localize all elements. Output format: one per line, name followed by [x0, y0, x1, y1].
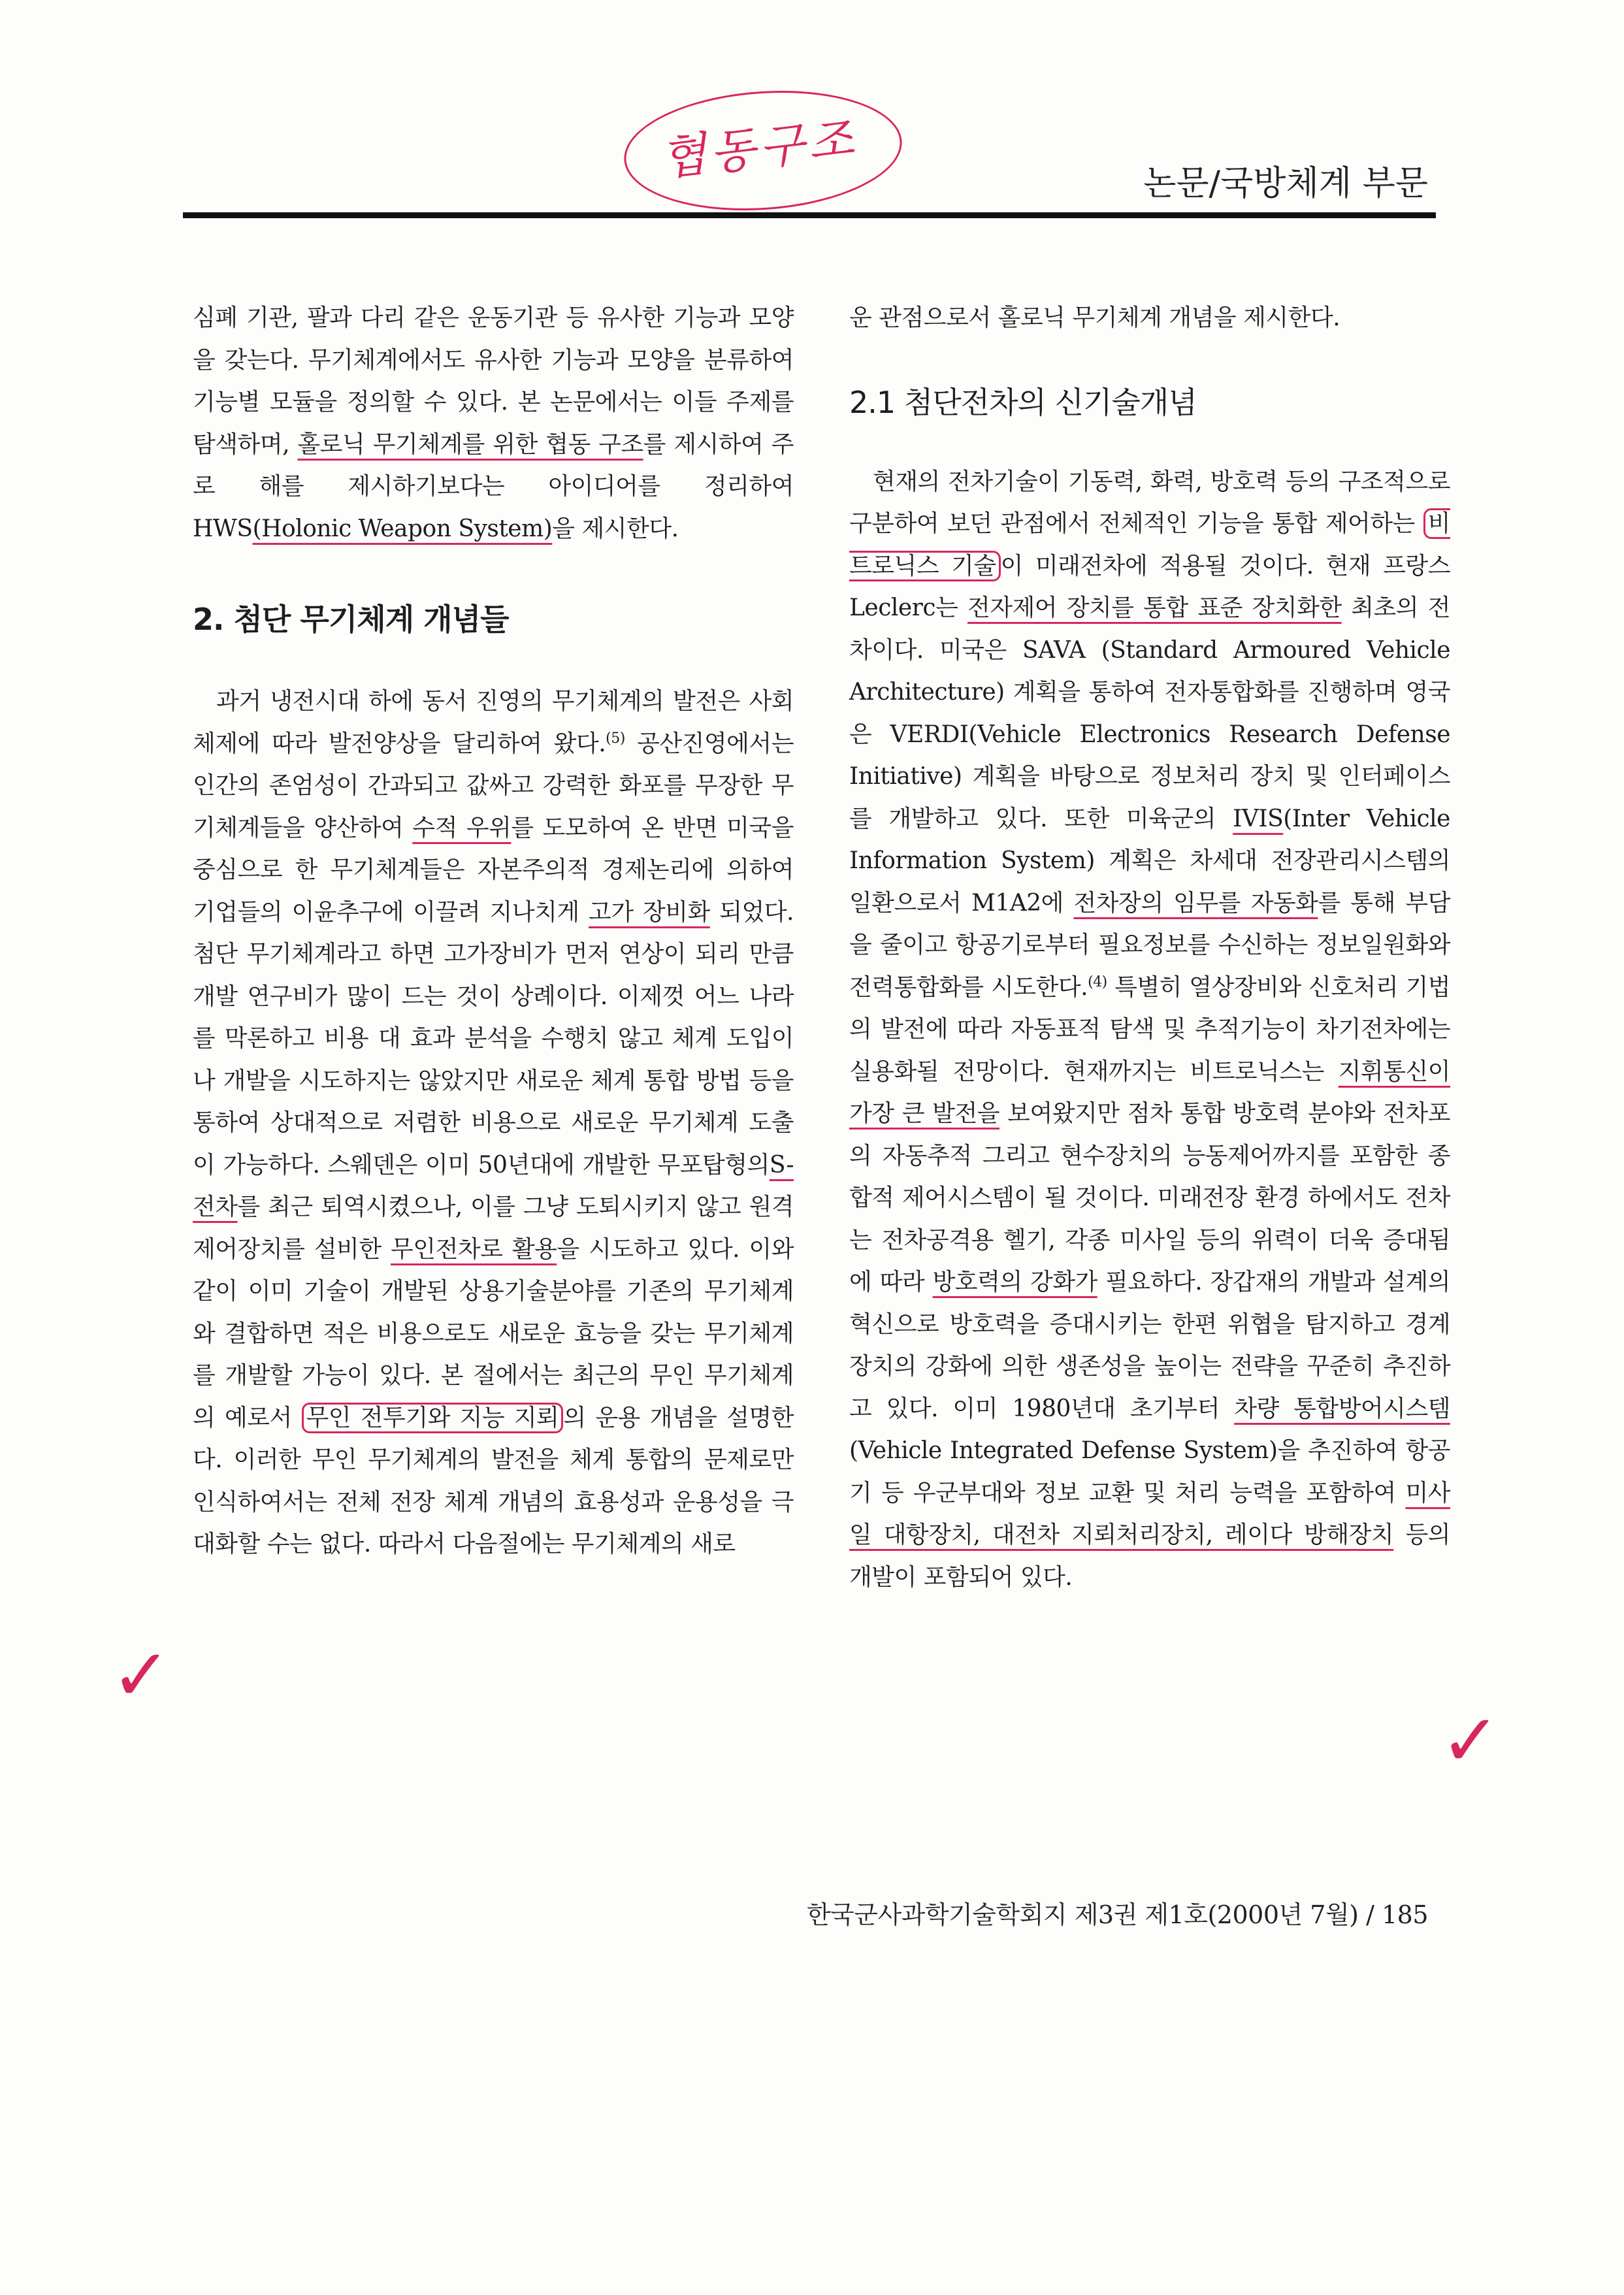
header-rule: [183, 212, 1436, 218]
highlight: 전차장의 임무를 자동화: [1073, 889, 1318, 917]
right-column: [849, 297, 1450, 1599]
paragraph-continued: 운 관점으로서 홀로닉 무기체계 개념을 제시한다.: [849, 304, 1340, 331]
paragraph-intro: 심폐 기관, 팔과 다리 같은 운동기관 등 유사한 기능과 모양을 갖는다. 무기체계에서도 유사한 기능과 모양을 분류하여 기능별 모듈을 정의할 수 있다. 본 논문에서는 이들 주제를 탐색하며, 홀로닉 무기체계를 위한 협동 구조를 제시하여 주로 해를 제시하기보다는 아이디어를 정리하여 HWS(Holonic Weapon System)을 제시한다.: [193, 304, 794, 542]
checkmark-icon: ✓: [111, 1633, 172, 1717]
highlight: 고가 장비화: [589, 898, 710, 926]
section-heading: 2. 첨단 무기체계 개념들: [193, 602, 509, 637]
highlight: 홀로닉 무기체계를 위한 협동 구조: [297, 431, 643, 458]
handwritten-annotation: 협동구조: [658, 110, 860, 186]
highlight: 수적 우위: [412, 814, 512, 841]
reference: (5): [606, 730, 625, 747]
page-footer: 한국군사과학기술학회지 제3권 제1호(2000년 7월) / 185: [806, 1900, 1428, 1929]
section-label: 논문/국방체계 부문: [1143, 164, 1428, 203]
highlight: 무인전차로 활용: [391, 1235, 557, 1263]
paragraph-body: 현재의 전차기술이 기동력, 화력, 방호력 등의 구조적으로 구분하여 보던 관점에서 전체적인 기능을 통합 제어하는 비트로닉스 기술 이 미래전차에 적용될 것이다. 현재 프랑스 Leclerc는 전자제어 장치를 통합 표준 장치화한 최초의 전차이다. 미국은 SAVA (Standard Armoured Vehicle Architecture) 계획을 통하여 전자통합화를 진행하며 영국은 VERDI(Vehicle Electronics Research Defense Initiative) 계획을 바탕으로 정보처리 장치 및 인터페이스를 개발하고 있다. 또한 미육군의 IVIS(Inter Vehicle Information System) 계획은 차세대 전장관리시스템의 일환으로서 M1A2에 전차장의 임무를 자동화를 통해 부담을 줄이고 항공기로부터 필요정보를 수신하는 정보일원화와 전력통합화를 시도한다.$^{(4)}$ 특별히 열상장비와 신호처리 기법의 발전에 따라 자동표적 탐색 및 추적기능이 차기전차에는 실용화될 전망이다. 현재까지는 비트로닉스는 지휘통신이 가장 큰 발전을 보여왔지만 점차 통합 방호력 분야와 전차포의 자동추적 그리고 현수장치의 능동제어까지를 포함한 종합적 제어시스템이 될 것이다. 미래전장 환경 하에서도 전차는 전차공격용 헬기, 각종 미사일 등의 위력이 더욱 증대됨에 따라 방호력의 강화가 필요하다. 장갑재의 개발과 설계의 혁신으로 방호력을 증대시키는 한편 위협을 탐지하고 경계장치의 강화에 의한 생존성을 높이는 전략을 꾸준히 추진하고 있다. 이미 1980년대 초기부터 차량 통합방어시스템(Vehicle Integrated Defense System)을 추진하여 항공기 등 우군부대와 정보 교환 및 처리 능력을 포함하여 미사일 대항장치, 대전차 지뢰처리장치, 레이다 방해장치 등의 개발이 포함되어 있다.: [849, 468, 1451, 1591]
left-column: [193, 297, 794, 1566]
highlight: 방호력의 강화가: [932, 1269, 1097, 1295]
highlight: S-전차: [193, 1151, 794, 1220]
highlight: 전자제어 장치를 통합 표준 장치화한: [967, 594, 1342, 621]
highlight: (Holonic Weapon System): [252, 515, 553, 542]
subsection-heading: 2.1 첨단전차의 신기술개념: [849, 384, 1197, 420]
boxed-highlight: 비트로닉스 기술: [849, 508, 1450, 581]
highlight: IVIS: [1233, 805, 1284, 832]
checkmark-icon: ✓: [1440, 1699, 1501, 1782]
highlight: 차량 통합방어시스템: [1234, 1395, 1451, 1422]
paragraph-body: 과거 냉전시대 하에 동서 진영의 무기체계의 발전은 사회체제에 따라 발전양상을 달리하여 왔다.$^{(5)}$ 공산진영에서는 인간의 존엄성이 간과되고 값싸고 강력한 화포를 무장한 무기체계들을 양산하여 수적 우위를 도모하여 온 반면 미국을 중심으로 한 무기체계들은 자본주의적 경제논리에 의하여 기업들의 이윤추구에 이끌려 지나치게 고가 장비화 되었다. 첨단 무기체계라고 하면 고가장비가 먼저 연상이 되리 만큼 개발 연구비가 많이 드는 것이 상례이다. 이제껏 어느 나라를 막론하고 비용 대 효과 분석을 수행치 않고 체계 도입이나 개발을 시도하지는 않았지만 새로운 체계 통합 방법 등을 통하여 상대적으로 저렴한 비용으로 새로운 무기체계 도출이 가능하다. 스웨덴은 이미 50년대에 개발한 무포탑형의S-전차를 최근 퇴역시켰으나, 이를 그냥 도퇴시키지 않고 원격제어장치를 설비한 무인전차로 활용을 시도하고 있다. 이와 같이 이미 기술이 개발된 상용기술분야를 기존의 무기체계와 결합하면 적은 비용으로도 새로운 효능을 갖는 무기체계를 개발할 가능이 있다. 본 절에서는 최근의 무인 무기체계의 예로서 무인 전투기와 지능 지뢰 의 운용 개념을 설명한다. 이러한 무인 무기체계의 발전을 체계 통합의 문제로만 인식하여서는 전체 전장 체계 개념의 효용성과 운용성을 극대화할 수는 없다. 따라서 다음절에는 무기체계의 새로: [193, 688, 794, 1557]
reference: (4): [1088, 973, 1107, 990]
highlight: 지휘통신이 가장 큰 발전을: [849, 1058, 1450, 1127]
boxed-highlight: 무인 전투기와 지능 지뢰: [302, 1403, 564, 1433]
highlight: 미사일 대항장치, 대전차 지뢰처리장치, 레이다 방해장치: [849, 1479, 1451, 1548]
